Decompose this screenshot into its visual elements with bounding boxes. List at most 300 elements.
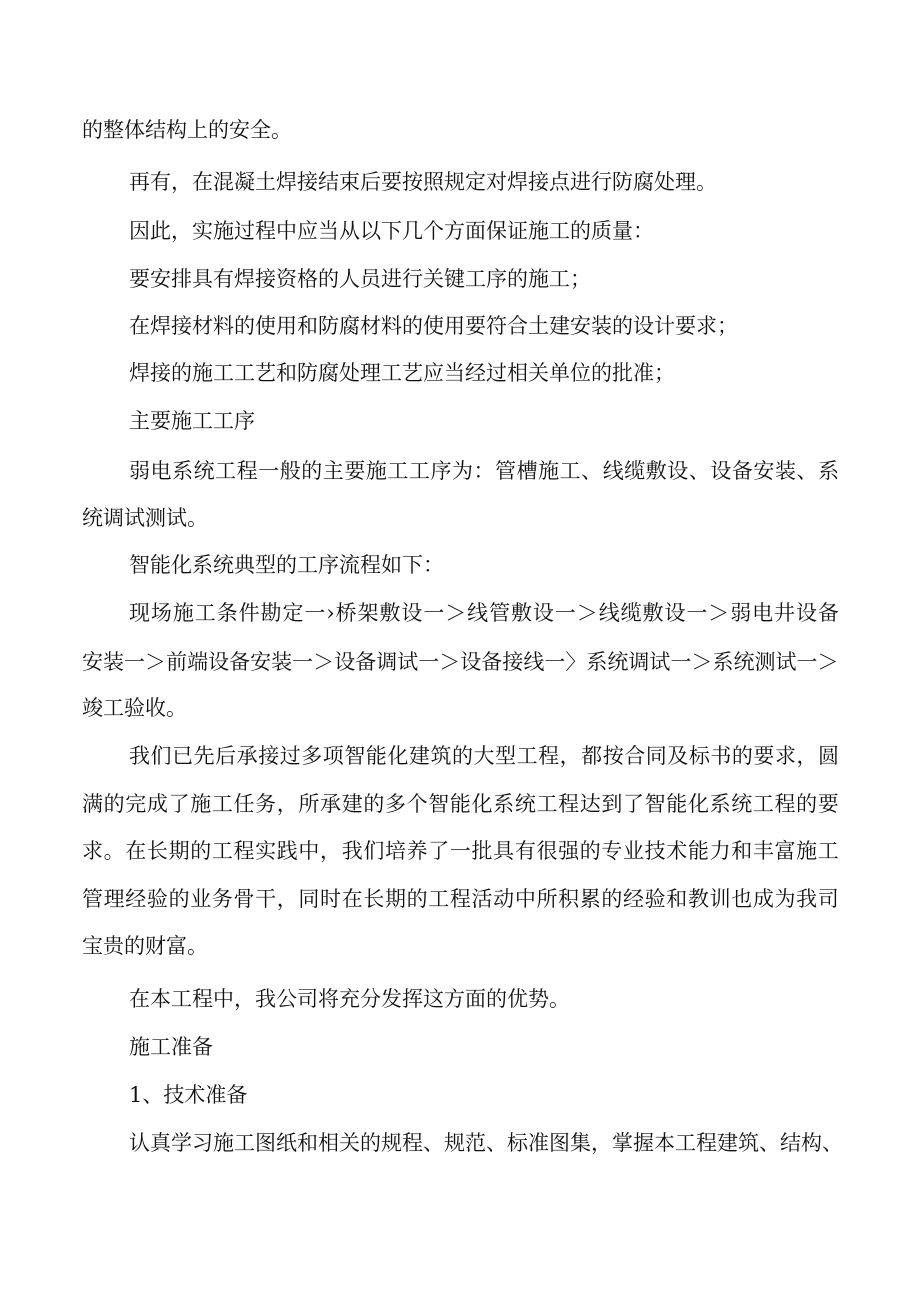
glyph: 工 <box>428 887 450 911</box>
glyph: 缆 <box>624 459 646 483</box>
glyph: 敷 <box>642 601 664 625</box>
glyph: 程 <box>402 1131 423 1155</box>
glyph: 了 <box>168 792 190 816</box>
glyph: 掌 <box>612 1131 633 1155</box>
line-text <box>129 598 839 628</box>
glyph: 了 <box>428 839 450 863</box>
glyph: 统 <box>514 792 536 816</box>
glyph: 在 <box>341 887 363 911</box>
glyph: 工 <box>194 601 216 625</box>
text-line-continuation: 的整体结构上的安全。 <box>82 118 292 142</box>
glyph: 装 <box>774 459 796 483</box>
glyph: 认 <box>129 1131 150 1155</box>
glyph: 期 <box>168 839 190 863</box>
glyph: 建 <box>717 1131 738 1155</box>
paragraph-experience-line-1 <box>129 741 839 771</box>
glyph: 干 <box>255 887 277 911</box>
glyph: 能 <box>666 792 688 816</box>
glyph: 批 <box>471 839 493 863</box>
glyph: 弱 <box>129 459 150 483</box>
glyph: 勘 <box>260 601 282 625</box>
glyph: 中 <box>298 839 320 863</box>
glyph: 序 <box>430 459 452 483</box>
glyph: 要 <box>753 744 775 768</box>
glyph: 工 <box>387 459 409 483</box>
glyph: ， <box>276 792 298 816</box>
glyph: 试 <box>649 650 671 674</box>
glyph: 达 <box>579 792 601 816</box>
glyph: 备 <box>481 650 503 674</box>
glyph: 工 <box>408 459 430 483</box>
glyph: 工 <box>234 1131 255 1155</box>
glyph: 圆 <box>818 744 839 768</box>
glyph: 化 <box>387 744 409 768</box>
glyph: 所 <box>536 887 558 911</box>
glyph: 到 <box>601 792 623 816</box>
glyph: 践 <box>276 839 298 863</box>
line-text <box>129 456 839 486</box>
glyph: ， <box>796 744 818 768</box>
glyph: 成 <box>752 887 774 911</box>
paragraph-flow-line-3: 竣工验收。 <box>82 696 187 720</box>
glyph: 施 <box>796 839 818 863</box>
glyph: 设 <box>795 601 817 625</box>
glyph: 书 <box>710 744 732 768</box>
glyph: 富 <box>774 839 796 863</box>
glyph: 一 <box>544 650 566 674</box>
glyph: 的 <box>360 1131 381 1155</box>
glyph: 工 <box>516 744 538 768</box>
glyph: 一 <box>423 601 445 625</box>
paragraph-experience-line-3 <box>82 836 839 866</box>
glyph: 强 <box>558 839 580 863</box>
glyph: 槽 <box>516 459 538 483</box>
glyph: 求 <box>774 744 796 768</box>
glyph: 们 <box>150 744 172 768</box>
line-text <box>82 836 839 866</box>
glyph: 我 <box>129 744 150 768</box>
glyph: 学 <box>171 1131 192 1155</box>
glyph: 专 <box>601 839 623 863</box>
section-heading-main-procedures: 主要施工工序 <box>129 409 255 433</box>
glyph: 所 <box>298 792 320 816</box>
glyph: 能 <box>687 839 709 863</box>
glyph: 测 <box>754 650 776 674</box>
glyph: 备 <box>731 459 753 483</box>
glyph: 范 <box>465 1131 486 1155</box>
glyph: ， <box>559 744 581 768</box>
glyph: 我 <box>341 839 363 863</box>
glyph: 的 <box>796 792 818 816</box>
glyph: 化 <box>687 792 709 816</box>
glyph: 工 <box>752 792 774 816</box>
glyph: 承 <box>236 744 258 768</box>
glyph: 条 <box>216 601 238 625</box>
glyph: 弱 <box>730 601 752 625</box>
glyph: ＞ <box>313 650 335 674</box>
glyph: 端 <box>187 650 209 674</box>
glyph: 设 <box>208 650 230 674</box>
glyph: 大 <box>473 744 495 768</box>
glyph: 设 <box>667 459 689 483</box>
glyph: ， <box>320 839 342 863</box>
line-text <box>82 789 839 819</box>
glyph: 规 <box>444 1131 465 1155</box>
glyph: 们 <box>363 839 385 863</box>
glyph: 先 <box>193 744 215 768</box>
glyph: 缆 <box>620 601 642 625</box>
glyph: 建 <box>408 744 430 768</box>
glyph: 和 <box>666 887 688 911</box>
paragraph-process-approval: 焊接的施工工艺和防腐处理工艺应当经过相关单位的批准； <box>129 361 675 385</box>
glyph: 一 <box>292 650 314 674</box>
paragraph-experience-line-2 <box>82 789 839 819</box>
glyph: 的 <box>103 792 125 816</box>
glyph: 理 <box>103 887 125 911</box>
paragraph-flow-line-2 <box>82 647 839 677</box>
glyph: 安 <box>82 650 103 674</box>
glyph: 一 <box>686 601 708 625</box>
glyph: 的 <box>301 459 323 483</box>
glyph: 图 <box>549 1131 570 1155</box>
glyph: 程 <box>538 744 560 768</box>
glyph: 时 <box>320 887 342 911</box>
glyph: 架 <box>357 601 379 625</box>
glyph: 一 <box>554 601 576 625</box>
paragraph-procedures-line-1 <box>129 456 839 486</box>
paragraph-experience-line-4 <box>82 884 839 914</box>
glyph: 验 <box>644 887 666 911</box>
glyph: 实 <box>255 839 277 863</box>
glyph: 要 <box>344 459 366 483</box>
glyph: 也 <box>731 887 753 911</box>
glyph: 筑 <box>738 1131 759 1155</box>
glyph: 管 <box>82 887 103 911</box>
glyph: 和 <box>731 839 753 863</box>
glyph: 系 <box>709 792 731 816</box>
glyph: ： <box>473 459 495 483</box>
glyph: 同 <box>298 887 320 911</box>
glyph: 的 <box>363 792 385 816</box>
glyph: 个 <box>406 792 428 816</box>
glyph: 一 <box>796 650 818 674</box>
paragraph-materials-requirement: 在焊接材料的使用和防腐材料的使用要符合土建安装的设计要求； <box>129 314 738 338</box>
glyph: 现 <box>129 601 150 625</box>
glyph: 教 <box>687 887 709 911</box>
glyph: ＞ <box>439 650 461 674</box>
glyph: 务 <box>211 887 233 911</box>
glyph: 〉 <box>565 650 587 674</box>
glyph: 养 <box>406 839 428 863</box>
glyph: 、 <box>486 1131 507 1155</box>
glyph: 、 <box>688 459 710 483</box>
paragraph-experience-line-5: 宝贵的财富。 <box>82 934 208 958</box>
glyph: 的 <box>451 744 473 768</box>
subsection-heading-technical-preparation: 1、技术准备 <box>129 1083 248 1107</box>
glyph: 一 <box>670 650 692 674</box>
glyph: 安 <box>250 650 272 674</box>
glyph: 智 <box>428 792 450 816</box>
glyph: 要 <box>817 792 839 816</box>
glyph: 设 <box>532 601 554 625</box>
glyph: 一 <box>258 459 280 483</box>
glyph: 项 <box>322 744 344 768</box>
glyph: 场 <box>150 601 172 625</box>
glyph: 接 <box>502 650 524 674</box>
glyph: 化 <box>471 792 493 816</box>
glyph: 工 <box>675 1131 696 1155</box>
glyph: 训 <box>709 887 731 911</box>
glyph: 我 <box>796 887 818 911</box>
glyph: ＞ <box>445 601 467 625</box>
glyph: 设 <box>401 601 423 625</box>
glyph: 任 <box>233 792 255 816</box>
glyph: 都 <box>581 744 603 768</box>
line-text <box>129 741 839 771</box>
glyph: 施 <box>172 601 194 625</box>
glyph: 满 <box>82 792 103 816</box>
glyph: 型 <box>495 744 517 768</box>
glyph: 、 <box>423 1131 444 1155</box>
glyph: 桥 <box>335 601 357 625</box>
glyph: 的 <box>406 887 428 911</box>
glyph: 关 <box>339 1131 360 1155</box>
glyph: 系 <box>712 650 734 674</box>
glyph: 培 <box>384 839 406 863</box>
glyph: 业 <box>623 839 645 863</box>
glyph: 按 <box>602 744 624 768</box>
glyph: 在 <box>125 839 147 863</box>
glyph: 很 <box>536 839 558 863</box>
glyph: 敷 <box>511 601 532 625</box>
glyph: 真 <box>150 1131 171 1155</box>
glyph: 了 <box>623 792 645 816</box>
glyph: 有 <box>514 839 536 863</box>
glyph: 试 <box>397 650 419 674</box>
glyph: 积 <box>558 887 580 911</box>
glyph: 合 <box>624 744 646 768</box>
glyph: 承 <box>320 792 342 816</box>
glyph: 工 <box>211 839 233 863</box>
glyph: 握 <box>633 1131 654 1155</box>
glyph: 经 <box>125 887 147 911</box>
glyph: 筑 <box>430 744 452 768</box>
glyph: 施 <box>365 459 387 483</box>
glyph: 完 <box>125 792 147 816</box>
glyph: 、 <box>822 1131 843 1155</box>
glyph: 备 <box>355 650 377 674</box>
glyph: 调 <box>628 650 650 674</box>
glyph: 的 <box>579 839 601 863</box>
glyph: 技 <box>644 839 666 863</box>
glyph: 电 <box>150 459 172 483</box>
glyph: 多 <box>384 792 406 816</box>
glyph: 试 <box>775 650 797 674</box>
glyph: 成 <box>146 792 168 816</box>
glyph: 管 <box>489 601 511 625</box>
glyph: › <box>326 601 335 625</box>
glyph: 般 <box>279 459 301 483</box>
glyph: 线 <box>523 650 545 674</box>
glyph: 一 <box>304 601 326 625</box>
glyph: 程 <box>449 887 471 911</box>
glyph: 中 <box>514 887 536 911</box>
glyph: 的 <box>731 744 753 768</box>
glyph: ， <box>591 1131 612 1155</box>
glyph: ＞ <box>145 650 167 674</box>
paragraph-study-drawings <box>129 1128 843 1158</box>
glyph: 多 <box>301 744 323 768</box>
paragraph-welder-qualification: 要安排具有焊接资格的人员进行关键工序的施工； <box>129 267 591 291</box>
glyph: 活 <box>471 887 493 911</box>
glyph: 能 <box>365 744 387 768</box>
glyph: 具 <box>493 839 515 863</box>
glyph: 工 <box>536 792 558 816</box>
glyph: 累 <box>579 887 601 911</box>
glyph: 电 <box>752 601 774 625</box>
glyph: 一 <box>418 650 440 674</box>
glyph: 习 <box>192 1131 213 1155</box>
glyph: 系 <box>172 459 194 483</box>
glyph: 智 <box>644 792 666 816</box>
glyph: 准 <box>528 1131 549 1155</box>
glyph: ＞ <box>691 650 713 674</box>
glyph: 敷 <box>645 459 667 483</box>
line-text <box>129 1128 843 1158</box>
glyph: 定 <box>282 601 304 625</box>
glyph: 设 <box>334 650 356 674</box>
glyph: 调 <box>376 650 398 674</box>
glyph: 统 <box>607 650 629 674</box>
glyph: 、 <box>581 459 603 483</box>
glyph: 统 <box>193 459 215 483</box>
glyph: 施 <box>190 792 212 816</box>
glyph: 为 <box>774 887 796 911</box>
glyph: 标 <box>507 1131 528 1155</box>
glyph: 安 <box>753 459 775 483</box>
section-heading-preparation: 施工准备 <box>129 1035 213 1059</box>
glyph: 相 <box>318 1131 339 1155</box>
glyph: 长 <box>146 839 168 863</box>
glyph: 动 <box>493 887 515 911</box>
glyph: 求 <box>82 839 103 863</box>
glyph: 工 <box>215 459 237 483</box>
glyph: 程 <box>236 459 258 483</box>
glyph: 丰 <box>752 839 774 863</box>
glyph: 智 <box>344 744 366 768</box>
glyph: 主 <box>322 459 344 483</box>
glyph: 业 <box>190 887 212 911</box>
glyph: 井 <box>774 601 796 625</box>
glyph: 一 <box>124 650 146 674</box>
glyph: 线 <box>467 601 489 625</box>
glyph: 已 <box>172 744 194 768</box>
glyph: 结 <box>780 1131 801 1155</box>
paragraph-quality-intro: 因此，实施过程中应当从以下几个方面保证施工的质量： <box>129 219 654 243</box>
glyph: 集 <box>570 1131 591 1155</box>
glyph: 为 <box>451 459 473 483</box>
glyph: 系 <box>493 792 515 816</box>
glyph: 施 <box>213 1131 234 1155</box>
glyph: 的 <box>168 887 190 911</box>
glyph: 工 <box>559 459 581 483</box>
glyph: 图 <box>255 1131 276 1155</box>
glyph: 施 <box>538 459 560 483</box>
glyph: 系 <box>586 650 608 674</box>
glyph: 术 <box>666 839 688 863</box>
glyph: 长 <box>363 887 385 911</box>
glyph: ＞ <box>817 650 839 674</box>
glyph: 过 <box>279 744 301 768</box>
glyph: 程 <box>774 792 796 816</box>
glyph: 工 <box>817 839 839 863</box>
glyph: 一 <box>449 839 471 863</box>
glyph: 骨 <box>233 887 255 911</box>
glyph: 设 <box>460 650 482 674</box>
glyph: 、 <box>796 459 818 483</box>
glyph: 验 <box>146 887 168 911</box>
glyph: 线 <box>598 601 620 625</box>
glyph: 和 <box>297 1131 318 1155</box>
glyph: ＞ <box>576 601 598 625</box>
paragraph-procedures-line-2: 统调试测试。 <box>82 506 208 530</box>
glyph: 设 <box>664 601 686 625</box>
glyph: 备 <box>817 601 839 625</box>
glyph: 工 <box>211 792 233 816</box>
glyph: 装 <box>103 650 125 674</box>
paragraph-flow-line-1 <box>129 598 839 628</box>
glyph: 后 <box>215 744 237 768</box>
glyph: 构 <box>801 1131 822 1155</box>
paragraph-advantage: 在本工程中，我公司将充分发挥这方面的优势。 <box>129 987 570 1011</box>
glyph: 接 <box>258 744 280 768</box>
glyph: 装 <box>271 650 293 674</box>
glyph: 。 <box>103 839 125 863</box>
glyph: 能 <box>449 792 471 816</box>
glyph: 同 <box>645 744 667 768</box>
glyph: ， <box>276 887 298 911</box>
glyph: 本 <box>654 1131 675 1155</box>
glyph: 的 <box>601 887 623 911</box>
line-text <box>82 884 839 914</box>
paragraph-flow-intro: 智能化系统典型的工序流程如下： <box>129 553 444 577</box>
glyph: 的 <box>190 839 212 863</box>
glyph: 规 <box>381 1131 402 1155</box>
glyph: 统 <box>733 650 755 674</box>
glyph: 线 <box>602 459 624 483</box>
glyph: 期 <box>384 887 406 911</box>
glyph: 力 <box>709 839 731 863</box>
glyph: 系 <box>818 459 839 483</box>
glyph: 件 <box>238 601 260 625</box>
glyph: 程 <box>696 1131 717 1155</box>
glyph: 设 <box>710 459 732 483</box>
glyph: 司 <box>817 887 839 911</box>
glyph: 纸 <box>276 1131 297 1155</box>
glyph: ＞ <box>708 601 730 625</box>
line-text <box>82 647 839 677</box>
glyph: 程 <box>233 839 255 863</box>
glyph: 备 <box>229 650 251 674</box>
glyph: 前 <box>166 650 188 674</box>
glyph: 及 <box>667 744 689 768</box>
glyph: 管 <box>495 459 517 483</box>
glyph: 经 <box>623 887 645 911</box>
glyph: 务 <box>255 792 277 816</box>
glyph: 、 <box>759 1131 780 1155</box>
glyph: 建 <box>341 792 363 816</box>
glyph: 标 <box>688 744 710 768</box>
